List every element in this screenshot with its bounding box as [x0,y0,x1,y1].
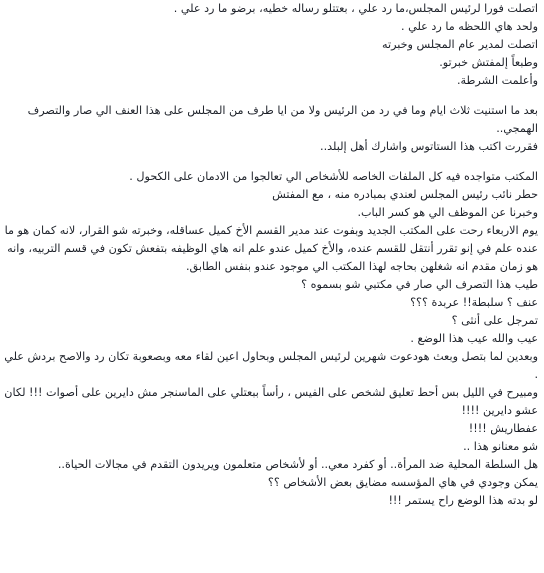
post-line: فقررت اكتب هذا الستاتوس واشارك أهل إلبلد.. [320,140,538,153]
post-line: المكتب متواجده فيه كل الملفات الخاصه للأشخاص الي تعالجوا من الادمان على الكحول . [129,170,538,183]
post-line: شو معنانو هذا .. [463,440,538,453]
post-line: عيب والله عيب هذا الوضع . [410,332,538,345]
paragraph-2 [4,102,538,156]
post-line: وخبرنا عن الموظف الي هو كسر الباب. [357,206,538,219]
paragraph-3 [4,168,538,510]
post-line: لو بدته هذا الوضع راح يستمر !!! [388,494,538,507]
post-line: اتصلت لمدير عام المجلس وخبرته [381,38,538,51]
post-line: هل السلطة المحلية ضد المرأة.. أو كفرد معي.. أو لأشخاص متعلمون ويريدون التقدم في مجالات الحياة.. [57,458,538,471]
post-line: عنف ؟ سلبطة!! عربدة ؟؟؟ [410,296,538,309]
post-line: وبعدين لما بتصل وبعث هودعوت شهرين لرئيس المجلس وبحاول اعين لقاء معه وبصعوبة تكان رد والاصح بردش علي . [4,350,538,381]
post-line: يوم الاربعاء رحت على المكتب الجديد وبفوت عند مدير القسم الأخ كميل عساقله، وخبرته شو القرار، لانه كمان هو ما عنده علم في إنو تقرر أنتقل للقسم عنده، والأخ كميل عندو علم انه هاي الوظيفه بتفعش تكون في قسم التربيه، وانه هو زمان مقدم انه شغلهن بحاجه لهذا المكتب الي موجود عندو بنفس الطابق. [4,224,538,273]
post-line: اتصلت فورا لرئيس المجلس،ما رد علي ، بعتتلو رساله خطيه، برضو ما رد علي . [173,2,538,15]
post-line: وطبعاً إلمفتش خبرتو. [439,56,538,69]
post-line: وأعلمت الشرطة. [456,74,538,87]
paragraph-gap [4,90,538,102]
post-line: ومبيرح في الليل بس أحط تعليق لشخص على الفيس ، رأساً ببعتلي على الماسنجر مش دايرين على أصوات !!! لكان عشو دايرين !!!! [4,386,538,417]
paragraph-1 [4,0,538,90]
post-line: بعد ما استنيت ثلاث ايام وما في رد من الرئيس ولا من ايا طرف من المجلس على هذا العنف الي صار والتصرف الهمجي.. [27,104,538,135]
paragraph-gap [4,156,538,168]
post-line: طيب هذا التصرف الي صار في مكتبي شو بسموه ؟ [301,278,538,291]
post-line: ولحد هاي اللحظه ما رد علي . [401,20,538,33]
post-line: يمكن وجودي في هاي المؤسسه مضايق بعض الأشخاص ؟؟ [267,476,538,489]
post-line: عفطاريش !!!! [468,422,538,435]
post-line: تمرجل على أنثى ؟ [451,314,538,327]
post-line: حطر نائب رئيس المجلس لعندي بمبادره منه ، مع المفتش [272,188,538,201]
